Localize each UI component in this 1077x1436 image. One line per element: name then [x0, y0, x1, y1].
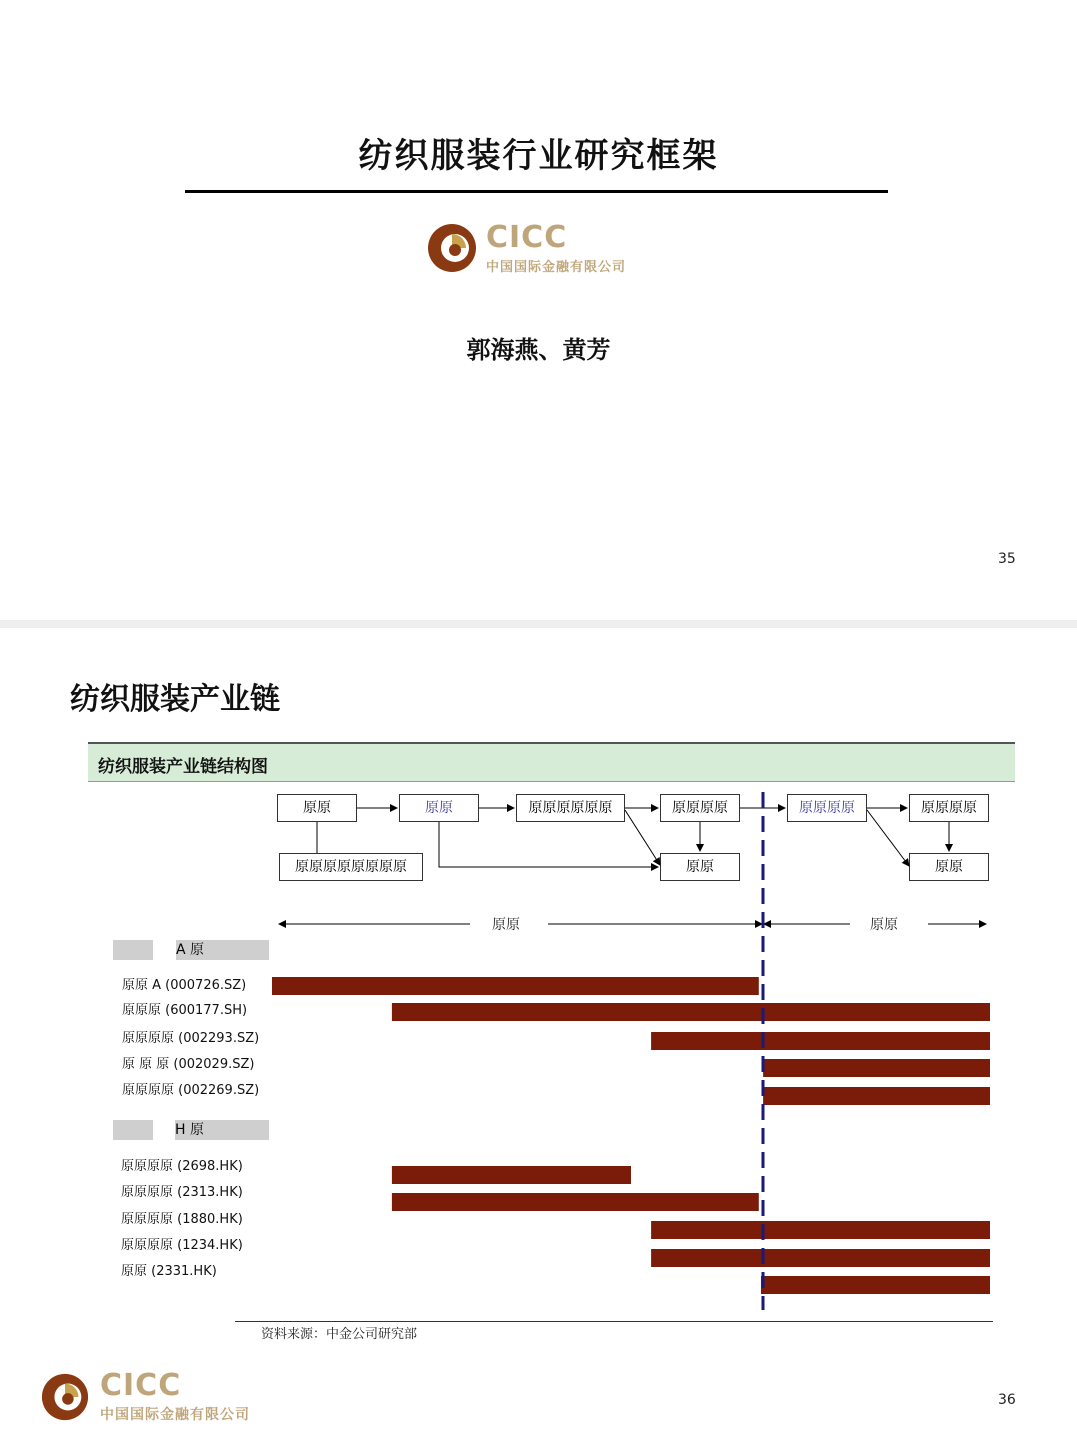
flow-connectors	[317, 808, 949, 867]
company-h-bar-4	[651, 1249, 990, 1267]
flow-node-3: 原原原原原原	[516, 794, 625, 822]
page-title: 纺织服装行业研究框架	[358, 136, 719, 176]
flow-node-9: 原原	[909, 853, 989, 881]
company-label-h-5: 原原 (2331.HK)	[121, 1264, 217, 1279]
company-label-h-2: 原原原原 (2313.HK)	[121, 1185, 243, 1200]
logo-brand: CICC	[486, 220, 568, 255]
cicc-emblem-icon	[426, 222, 478, 274]
flow-node-1: 原原	[277, 794, 357, 822]
company-h-bar-2	[392, 1193, 759, 1211]
connector-3-8	[625, 810, 660, 865]
section-a-swatch	[113, 940, 153, 960]
company-label-a-1: 原原 A (000726.SZ)	[122, 978, 247, 993]
flow-node-2: 原原	[399, 794, 479, 822]
company-h-bar-3	[651, 1221, 990, 1239]
source-rule	[235, 1321, 993, 1322]
company-label-a-3: 原原原原 (002293.SZ)	[122, 1031, 260, 1046]
cicc-logo-footer	[40, 1368, 280, 1426]
company-a-bar-4	[763, 1059, 990, 1077]
source-note: 资料来源：中金公司研究部	[261, 1327, 418, 1342]
authors: 郭海燕、黄芳	[466, 336, 611, 364]
cicc-logo	[426, 222, 656, 278]
company-a-bar-2	[392, 1003, 990, 1021]
company-label-h-1: 原原原原 (2698.HK)	[121, 1159, 243, 1174]
chart-title: 纺织服装产业链结构图	[98, 757, 268, 777]
flow-node-6: 原原原原	[909, 794, 989, 822]
section-h-label: H 原	[175, 1120, 269, 1140]
company-h-bar-5	[761, 1276, 990, 1294]
flow-node-5: 原原原原	[787, 794, 867, 822]
connector-5-9	[867, 810, 909, 866]
company-label-a-2: 原原原 (600177.SH)	[122, 1003, 248, 1018]
slide-35	[0, 0, 1077, 620]
slide-36	[0, 628, 1077, 1436]
page-separator	[0, 620, 1077, 628]
bars-h-share	[392, 1166, 990, 1294]
page-number: 36	[998, 1392, 1016, 1408]
timeline-left-label: 原原	[492, 917, 520, 933]
section-h-swatch	[113, 1120, 153, 1140]
company-label-a-4: 原 原 原 (002029.SZ)	[122, 1057, 255, 1072]
logo-subtitle: 中国国际金融有限公司	[486, 260, 627, 275]
timeline-right-label: 原原	[870, 917, 898, 933]
page-title: 纺织服装产业链	[70, 682, 280, 717]
company-a-bar-1	[272, 977, 759, 995]
cicc-emblem-icon	[40, 1372, 90, 1422]
flow-node-8: 原原	[660, 853, 740, 881]
logo-subtitle: 中国国际金融有限公司	[100, 1407, 250, 1423]
company-label-a-5: 原原原原 (002269.SZ)	[122, 1083, 260, 1098]
connector-2-8	[439, 822, 658, 867]
company-a-bar-3	[651, 1032, 990, 1050]
company-label-h-3: 原原原原 (1880.HK)	[121, 1212, 243, 1227]
company-label-h-4: 原原原原 (1234.HK)	[121, 1238, 243, 1253]
company-h-bar-1	[392, 1166, 631, 1184]
flow-node-7: 原原原原原原原原	[279, 853, 423, 881]
title-underline	[185, 190, 888, 193]
section-a-label: A 原	[176, 940, 269, 960]
logo-brand: CICC	[100, 1368, 182, 1403]
page-number: 35	[998, 551, 1016, 567]
flow-node-4: 原原原原	[660, 794, 740, 822]
company-a-bar-5	[763, 1087, 990, 1105]
bars-a-share	[272, 977, 990, 1105]
